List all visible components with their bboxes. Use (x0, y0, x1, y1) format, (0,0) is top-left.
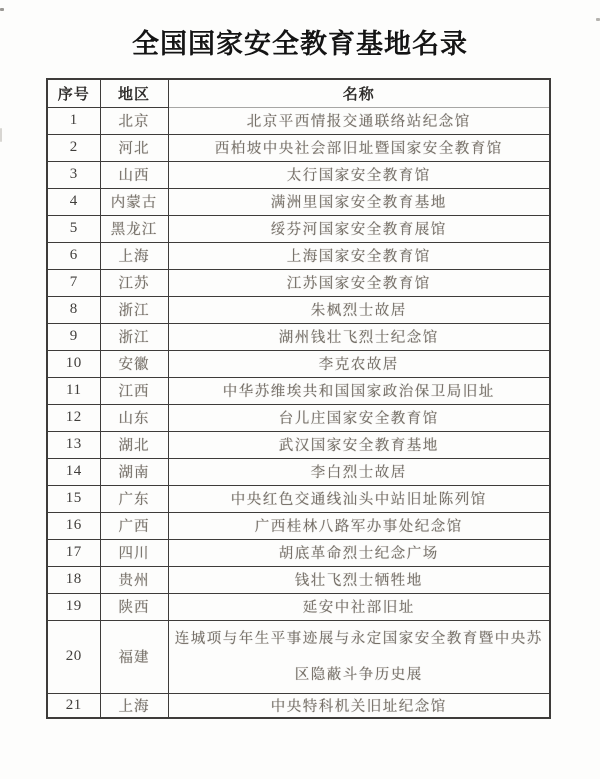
table-header-row (47, 79, 550, 107)
table-row (47, 539, 550, 566)
table-row (47, 107, 550, 134)
cell-name: 太行国家安全教育馆 (168, 161, 550, 188)
cell-name: 连城项与年生平事迹展与永定国家安全教育暨中央苏区隐蔽斗争历史展 (168, 620, 550, 693)
table-row (47, 566, 550, 593)
cell-region: 浙江 (100, 296, 168, 323)
cell-name: 台儿庄国家安全教育馆 (168, 404, 550, 431)
cell-region: 上海 (100, 693, 168, 718)
table-row (47, 693, 550, 718)
cell-region: 黑龙江 (100, 215, 168, 242)
cell-region: 湖北 (100, 431, 168, 458)
cell-no: 15 (47, 485, 100, 512)
page-title: 全国国家安全教育基地名录 (132, 29, 468, 59)
table-row (47, 323, 550, 350)
cell-no: 11 (47, 377, 100, 404)
table-row (47, 620, 550, 693)
cell-region: 内蒙古 (100, 188, 168, 215)
table-row (47, 377, 550, 404)
cell-region: 福建 (100, 620, 168, 693)
table-row (47, 458, 550, 485)
cell-no: 14 (47, 458, 100, 485)
cell-no: 12 (47, 404, 100, 431)
cell-region: 浙江 (100, 323, 168, 350)
cell-region: 四川 (100, 539, 168, 566)
scan-artifact (596, 18, 600, 21)
cell-no: 8 (47, 296, 100, 323)
cell-name: 满洲里国家安全教育基地 (168, 188, 550, 215)
cell-name: 武汉国家安全教育基地 (168, 431, 550, 458)
cell-region: 河北 (100, 134, 168, 161)
cell-name: 朱枫烈士故居 (168, 296, 550, 323)
cell-region: 江西 (100, 377, 168, 404)
cell-name: 上海国家安全教育馆 (168, 242, 550, 269)
cell-name: 江苏国家安全教育馆 (168, 269, 550, 296)
table-row (47, 269, 550, 296)
cell-no: 17 (47, 539, 100, 566)
cell-region: 上海 (100, 242, 168, 269)
table-row (47, 296, 550, 323)
cell-region: 贵州 (100, 566, 168, 593)
table-row (47, 134, 550, 161)
table-row (47, 485, 550, 512)
cell-region: 湖南 (100, 458, 168, 485)
cell-no: 7 (47, 269, 100, 296)
cell-region: 江苏 (100, 269, 168, 296)
cell-name: 延安中社部旧址 (168, 593, 550, 620)
table-row (47, 404, 550, 431)
table-row (47, 215, 550, 242)
table-row (47, 350, 550, 377)
cell-name: 李克农故居 (168, 350, 550, 377)
cell-name: 胡底革命烈士纪念广场 (168, 539, 550, 566)
header-region: 地区 (100, 79, 168, 107)
cell-region: 广东 (100, 485, 168, 512)
cell-region: 北京 (100, 107, 168, 134)
table-row (47, 188, 550, 215)
table-row (47, 512, 550, 539)
cell-no: 2 (47, 134, 100, 161)
cell-name: 广西桂林八路军办事处纪念馆 (168, 512, 550, 539)
cell-no: 4 (47, 188, 100, 215)
cell-region: 安徽 (100, 350, 168, 377)
table-row (47, 242, 550, 269)
cell-name: 西柏坡中央社会部旧址暨国家安全教育馆 (168, 134, 550, 161)
cell-no: 13 (47, 431, 100, 458)
cell-name: 北京平西情报交通联络站纪念馆 (168, 107, 550, 134)
cell-no: 5 (47, 215, 100, 242)
cell-name: 中华苏维埃共和国国家政治保卫局旧址 (168, 377, 550, 404)
cell-name: 绥芬河国家安全教育展馆 (168, 215, 550, 242)
table-row (47, 161, 550, 188)
cell-region: 山西 (100, 161, 168, 188)
cell-no: 3 (47, 161, 100, 188)
scan-artifact (0, 128, 2, 142)
cell-no: 18 (47, 566, 100, 593)
cell-no: 21 (47, 693, 100, 718)
table-row (47, 593, 550, 620)
cell-name: 钱壮飞烈士牺牲地 (168, 566, 550, 593)
cell-no: 16 (47, 512, 100, 539)
bases-table (46, 78, 551, 719)
cell-no: 6 (47, 242, 100, 269)
cell-region: 广西 (100, 512, 168, 539)
cell-name: 中央红色交通线汕头中站旧址陈列馆 (168, 485, 550, 512)
cell-name: 湖州钱壮飞烈士纪念馆 (168, 323, 550, 350)
header-no: 序号 (47, 79, 100, 107)
table-row (47, 431, 550, 458)
cell-no: 20 (47, 620, 100, 693)
cell-no: 1 (47, 107, 100, 134)
cell-name: 中央特科机关旧址纪念馆 (168, 693, 550, 718)
cell-no: 9 (47, 323, 100, 350)
cell-no: 10 (47, 350, 100, 377)
cell-no: 19 (47, 593, 100, 620)
cell-region: 陕西 (100, 593, 168, 620)
cell-region: 山东 (100, 404, 168, 431)
header-name: 名称 (168, 79, 550, 107)
scan-artifact (0, 8, 4, 11)
cell-name: 李白烈士故居 (168, 458, 550, 485)
